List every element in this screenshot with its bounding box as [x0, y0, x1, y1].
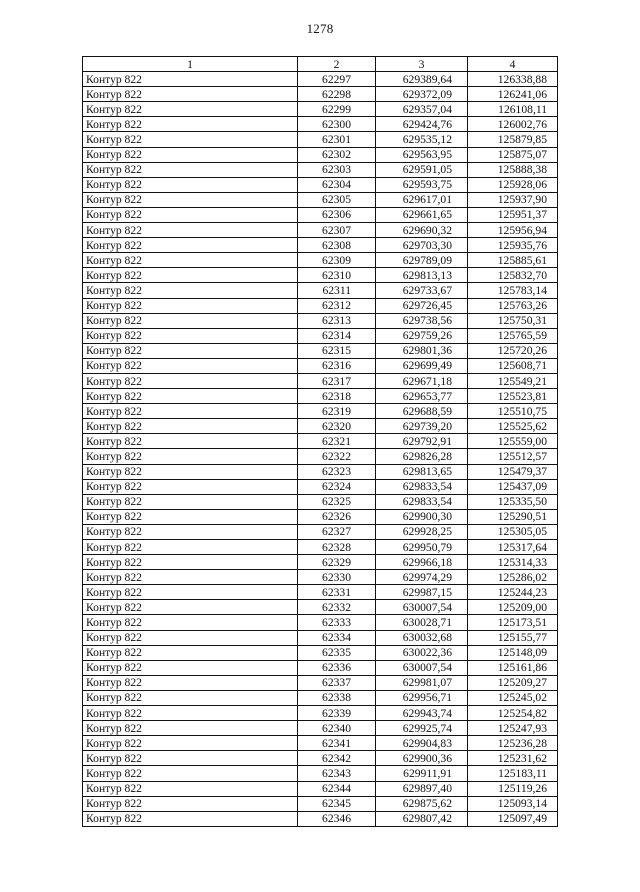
point-number-cell: 62299: [298, 102, 376, 117]
contour-name-cell: Контур 822: [83, 72, 298, 87]
point-number-cell: 62327: [298, 524, 376, 539]
y-coordinate-cell: 125209,27: [468, 675, 558, 690]
table-row: [83, 358, 558, 373]
x-coordinate-cell: 629826,28: [376, 449, 468, 464]
y-coordinate-cell: 125956,94: [468, 223, 558, 238]
contour-name-cell: Контур 822: [83, 630, 298, 645]
y-coordinate-cell: 126002,76: [468, 117, 558, 132]
contour-name-cell: Контур 822: [83, 298, 298, 313]
x-coordinate-cell: 629925,74: [376, 721, 468, 736]
table-row: [83, 524, 558, 539]
point-number-cell: 62322: [298, 449, 376, 464]
contour-name-cell: Контур 822: [83, 358, 298, 373]
point-number-cell: 62310: [298, 268, 376, 283]
table-row: [83, 509, 558, 524]
table-row: [83, 87, 558, 102]
y-coordinate-cell: 125148,09: [468, 645, 558, 660]
contour-name-cell: Контур 822: [83, 615, 298, 630]
point-number-cell: 62333: [298, 615, 376, 630]
table-row: [83, 373, 558, 388]
x-coordinate-cell: 629372,09: [376, 87, 468, 102]
x-coordinate-cell: 629759,26: [376, 328, 468, 343]
x-coordinate-cell: 629661,65: [376, 207, 468, 222]
point-number-cell: 62334: [298, 630, 376, 645]
table-row: [83, 117, 558, 132]
table-row: [83, 404, 558, 419]
point-number-cell: 62323: [298, 464, 376, 479]
table-row: [83, 736, 558, 751]
table-row: [83, 585, 558, 600]
contour-name-cell: Контур 822: [83, 373, 298, 388]
x-coordinate-cell: 629900,30: [376, 509, 468, 524]
contour-name-cell: Контур 822: [83, 419, 298, 434]
point-number-cell: 62342: [298, 751, 376, 766]
table-row: [83, 223, 558, 238]
point-number-cell: 62303: [298, 162, 376, 177]
table-row: [83, 751, 558, 766]
x-coordinate-cell: 629981,07: [376, 675, 468, 690]
point-number-cell: 62331: [298, 585, 376, 600]
table-row: [83, 268, 558, 283]
contour-name-cell: Контур 822: [83, 570, 298, 585]
table-row: [83, 675, 558, 690]
table-row: [83, 660, 558, 675]
x-coordinate-cell: 629563,95: [376, 147, 468, 162]
point-number-cell: 62318: [298, 389, 376, 404]
contour-name-cell: Контур 822: [83, 162, 298, 177]
y-coordinate-cell: 125523,81: [468, 389, 558, 404]
y-coordinate-cell: 125209,00: [468, 600, 558, 615]
table-row: [83, 328, 558, 343]
y-coordinate-cell: 125245,02: [468, 690, 558, 705]
x-coordinate-cell: 629987,15: [376, 585, 468, 600]
y-coordinate-cell: 125244,23: [468, 585, 558, 600]
contour-name-cell: Контур 822: [83, 223, 298, 238]
contour-name-cell: Контур 822: [83, 177, 298, 192]
point-number-cell: 62305: [298, 192, 376, 207]
point-number-cell: 62339: [298, 706, 376, 721]
table-body: [83, 72, 558, 827]
table-row: [83, 102, 558, 117]
y-coordinate-cell: 126338,88: [468, 72, 558, 87]
contour-name-cell: Контур 822: [83, 555, 298, 570]
point-number-cell: 62297: [298, 72, 376, 87]
point-number-cell: 62328: [298, 540, 376, 555]
y-coordinate-cell: 125765,59: [468, 328, 558, 343]
contour-name-cell: Контур 822: [83, 102, 298, 117]
contour-name-cell: Контур 822: [83, 540, 298, 555]
y-coordinate-cell: 125183,11: [468, 766, 558, 781]
contour-name-cell: Контур 822: [83, 328, 298, 343]
y-coordinate-cell: 125119,26: [468, 781, 558, 796]
x-coordinate-cell: 629966,18: [376, 555, 468, 570]
contour-name-cell: Контур 822: [83, 600, 298, 615]
contour-name-cell: Контур 822: [83, 313, 298, 328]
x-coordinate-cell: 629943,74: [376, 706, 468, 721]
x-coordinate-cell: 629357,04: [376, 102, 468, 117]
y-coordinate-cell: 125479,37: [468, 464, 558, 479]
point-number-cell: 62343: [298, 766, 376, 781]
x-coordinate-cell: 629807,42: [376, 811, 468, 826]
x-coordinate-cell: 629813,65: [376, 464, 468, 479]
point-number-cell: 62307: [298, 223, 376, 238]
contour-name-cell: Контур 822: [83, 509, 298, 524]
point-number-cell: 62326: [298, 509, 376, 524]
y-coordinate-cell: 125935,76: [468, 238, 558, 253]
y-coordinate-cell: 125231,62: [468, 751, 558, 766]
contour-name-cell: Контур 822: [83, 268, 298, 283]
point-number-cell: 62337: [298, 675, 376, 690]
contour-name-cell: Контур 822: [83, 132, 298, 147]
table-row: [83, 464, 558, 479]
table-row: [83, 630, 558, 645]
x-coordinate-cell: 629928,25: [376, 524, 468, 539]
y-coordinate-cell: 125510,75: [468, 404, 558, 419]
point-number-cell: 62320: [298, 419, 376, 434]
point-number-cell: 62313: [298, 313, 376, 328]
y-coordinate-cell: 125236,28: [468, 736, 558, 751]
y-coordinate-cell: 125173,51: [468, 615, 558, 630]
table-row: [83, 706, 558, 721]
table-row: [83, 238, 558, 253]
y-coordinate-cell: 125314,33: [468, 555, 558, 570]
x-coordinate-cell: 629813,13: [376, 268, 468, 283]
column-header-2: 2: [298, 57, 376, 72]
y-coordinate-cell: 125750,31: [468, 313, 558, 328]
table-row: [83, 283, 558, 298]
point-number-cell: 62319: [298, 404, 376, 419]
x-coordinate-cell: 629703,30: [376, 238, 468, 253]
point-number-cell: 62344: [298, 781, 376, 796]
point-number-cell: 62336: [298, 660, 376, 675]
point-number-cell: 62308: [298, 238, 376, 253]
y-coordinate-cell: 125608,71: [468, 358, 558, 373]
x-coordinate-cell: 629950,79: [376, 540, 468, 555]
x-coordinate-cell: 629733,67: [376, 283, 468, 298]
point-number-cell: 62316: [298, 358, 376, 373]
y-coordinate-cell: 125888,38: [468, 162, 558, 177]
point-number-cell: 62301: [298, 132, 376, 147]
table-row: [83, 162, 558, 177]
point-number-cell: 62332: [298, 600, 376, 615]
table-row: [83, 615, 558, 630]
table-row: [83, 811, 558, 826]
contour-name-cell: Контур 822: [83, 811, 298, 826]
table-row: [83, 645, 558, 660]
contour-name-cell: Контур 822: [83, 238, 298, 253]
y-coordinate-cell: 125875,07: [468, 147, 558, 162]
table-row: [83, 600, 558, 615]
x-coordinate-cell: 630007,54: [376, 660, 468, 675]
y-coordinate-cell: 125928,06: [468, 177, 558, 192]
y-coordinate-cell: 125155,77: [468, 630, 558, 645]
table-row: [83, 177, 558, 192]
y-coordinate-cell: 125286,02: [468, 570, 558, 585]
point-number-cell: 62317: [298, 373, 376, 388]
x-coordinate-cell: 629739,20: [376, 419, 468, 434]
y-coordinate-cell: 125161,86: [468, 660, 558, 675]
contour-name-cell: Контур 822: [83, 192, 298, 207]
x-coordinate-cell: 629688,59: [376, 404, 468, 419]
y-coordinate-cell: 125305,05: [468, 524, 558, 539]
y-coordinate-cell: 125247,93: [468, 721, 558, 736]
x-coordinate-cell: 629897,40: [376, 781, 468, 796]
contour-name-cell: Контур 822: [83, 645, 298, 660]
table-row: [83, 298, 558, 313]
point-number-cell: 62304: [298, 177, 376, 192]
table-row: [83, 494, 558, 509]
y-coordinate-cell: 125093,14: [468, 796, 558, 811]
x-coordinate-cell: 629974,29: [376, 570, 468, 585]
point-number-cell: 62345: [298, 796, 376, 811]
table-row: [83, 132, 558, 147]
y-coordinate-cell: 125549,21: [468, 373, 558, 388]
contour-name-cell: Контур 822: [83, 766, 298, 781]
x-coordinate-cell: 629726,45: [376, 298, 468, 313]
contour-name-cell: Контур 822: [83, 343, 298, 358]
x-coordinate-cell: 630007,54: [376, 600, 468, 615]
x-coordinate-cell: 629900,36: [376, 751, 468, 766]
table-row: [83, 343, 558, 358]
y-coordinate-cell: 125254,82: [468, 706, 558, 721]
x-coordinate-cell: 629593,75: [376, 177, 468, 192]
x-coordinate-cell: 629833,54: [376, 479, 468, 494]
y-coordinate-cell: 125951,37: [468, 207, 558, 222]
table-row: [83, 147, 558, 162]
table-row: [83, 419, 558, 434]
table-row: [83, 796, 558, 811]
x-coordinate-cell: 630022,36: [376, 645, 468, 660]
contour-name-cell: Контур 822: [83, 524, 298, 539]
y-coordinate-cell: 125437,09: [468, 479, 558, 494]
point-number-cell: 62302: [298, 147, 376, 162]
y-coordinate-cell: 125512,57: [468, 449, 558, 464]
y-coordinate-cell: 125525,62: [468, 419, 558, 434]
point-number-cell: 62340: [298, 721, 376, 736]
point-number-cell: 62314: [298, 328, 376, 343]
table-row: [83, 389, 558, 404]
contour-name-cell: Контур 822: [83, 479, 298, 494]
x-coordinate-cell: 629653,77: [376, 389, 468, 404]
y-coordinate-cell: 125832,70: [468, 268, 558, 283]
contour-name-cell: Контур 822: [83, 721, 298, 736]
x-coordinate-cell: 629789,09: [376, 253, 468, 268]
y-coordinate-cell: 125885,61: [468, 253, 558, 268]
x-coordinate-cell: 629591,05: [376, 162, 468, 177]
y-coordinate-cell: 126241,06: [468, 87, 558, 102]
point-number-cell: 62312: [298, 298, 376, 313]
point-number-cell: 62300: [298, 117, 376, 132]
contour-name-cell: Контур 822: [83, 207, 298, 222]
x-coordinate-cell: 629699,49: [376, 358, 468, 373]
x-coordinate-cell: 629424,76: [376, 117, 468, 132]
point-number-cell: 62346: [298, 811, 376, 826]
contour-name-cell: Контур 822: [83, 751, 298, 766]
table-row: [83, 434, 558, 449]
x-coordinate-cell: 629801,36: [376, 343, 468, 358]
y-coordinate-cell: 125097,49: [468, 811, 558, 826]
coordinates-table: [82, 56, 558, 827]
point-number-cell: 62341: [298, 736, 376, 751]
point-number-cell: 62309: [298, 253, 376, 268]
contour-name-cell: Контур 822: [83, 434, 298, 449]
y-coordinate-cell: 125335,50: [468, 494, 558, 509]
table-row: [83, 313, 558, 328]
x-coordinate-cell: 629904,83: [376, 736, 468, 751]
x-coordinate-cell: 629690,32: [376, 223, 468, 238]
x-coordinate-cell: 629389,64: [376, 72, 468, 87]
contour-name-cell: Контур 822: [83, 464, 298, 479]
contour-name-cell: Контур 822: [83, 781, 298, 796]
table-row: [83, 449, 558, 464]
y-coordinate-cell: 125937,90: [468, 192, 558, 207]
point-number-cell: 62324: [298, 479, 376, 494]
point-number-cell: 62321: [298, 434, 376, 449]
table-row: [83, 479, 558, 494]
page-number: 1278: [306, 21, 334, 36]
contour-name-cell: Контур 822: [83, 147, 298, 162]
y-coordinate-cell: 125317,64: [468, 540, 558, 555]
column-header-4: 4: [468, 57, 558, 72]
x-coordinate-cell: 629792,91: [376, 434, 468, 449]
point-number-cell: 62315: [298, 343, 376, 358]
table-row: [83, 690, 558, 705]
table-row: [83, 766, 558, 781]
contour-name-cell: Контур 822: [83, 117, 298, 132]
contour-name-cell: Контур 822: [83, 283, 298, 298]
y-coordinate-cell: 126108,11: [468, 102, 558, 117]
contour-name-cell: Контур 822: [83, 660, 298, 675]
contour-name-cell: Контур 822: [83, 404, 298, 419]
contour-name-cell: Контур 822: [83, 736, 298, 751]
point-number-cell: 62330: [298, 570, 376, 585]
contour-name-cell: Контур 822: [83, 585, 298, 600]
table-row: [83, 207, 558, 222]
x-coordinate-cell: 629833,54: [376, 494, 468, 509]
table-row: [83, 192, 558, 207]
contour-name-cell: Контур 822: [83, 494, 298, 509]
point-number-cell: 62335: [298, 645, 376, 660]
contour-name-cell: Контур 822: [83, 253, 298, 268]
contour-name-cell: Контур 822: [83, 706, 298, 721]
column-header-1: 1: [83, 57, 298, 72]
column-header-3: 3: [376, 57, 468, 72]
contour-name-cell: Контур 822: [83, 675, 298, 690]
x-coordinate-cell: 629671,18: [376, 373, 468, 388]
point-number-cell: 62325: [298, 494, 376, 509]
point-number-cell: 62329: [298, 555, 376, 570]
x-coordinate-cell: 629535,12: [376, 132, 468, 147]
contour-name-cell: Контур 822: [83, 796, 298, 811]
y-coordinate-cell: 125783,14: [468, 283, 558, 298]
y-coordinate-cell: 125559,00: [468, 434, 558, 449]
table-row: [83, 721, 558, 736]
contour-name-cell: Контур 822: [83, 449, 298, 464]
y-coordinate-cell: 125879,85: [468, 132, 558, 147]
x-coordinate-cell: 629875,62: [376, 796, 468, 811]
table-row: [83, 570, 558, 585]
x-coordinate-cell: 629617,01: [376, 192, 468, 207]
point-number-cell: 62306: [298, 207, 376, 222]
contour-name-cell: Контур 822: [83, 690, 298, 705]
table-row: [83, 555, 558, 570]
table-row: [83, 781, 558, 796]
y-coordinate-cell: 125763,26: [468, 298, 558, 313]
x-coordinate-cell: 630032,68: [376, 630, 468, 645]
table-row: [83, 540, 558, 555]
x-coordinate-cell: 629956,71: [376, 690, 468, 705]
table-row: [83, 72, 558, 87]
point-number-cell: 62338: [298, 690, 376, 705]
x-coordinate-cell: 629911,91: [376, 766, 468, 781]
contour-name-cell: Контур 822: [83, 389, 298, 404]
point-number-cell: 62311: [298, 283, 376, 298]
x-coordinate-cell: 630028,71: [376, 615, 468, 630]
contour-name-cell: Контур 822: [83, 87, 298, 102]
x-coordinate-cell: 629738,56: [376, 313, 468, 328]
table-row: [83, 253, 558, 268]
y-coordinate-cell: 125720,26: [468, 343, 558, 358]
y-coordinate-cell: 125290,51: [468, 509, 558, 524]
table-header-row: [83, 57, 558, 72]
point-number-cell: 62298: [298, 87, 376, 102]
